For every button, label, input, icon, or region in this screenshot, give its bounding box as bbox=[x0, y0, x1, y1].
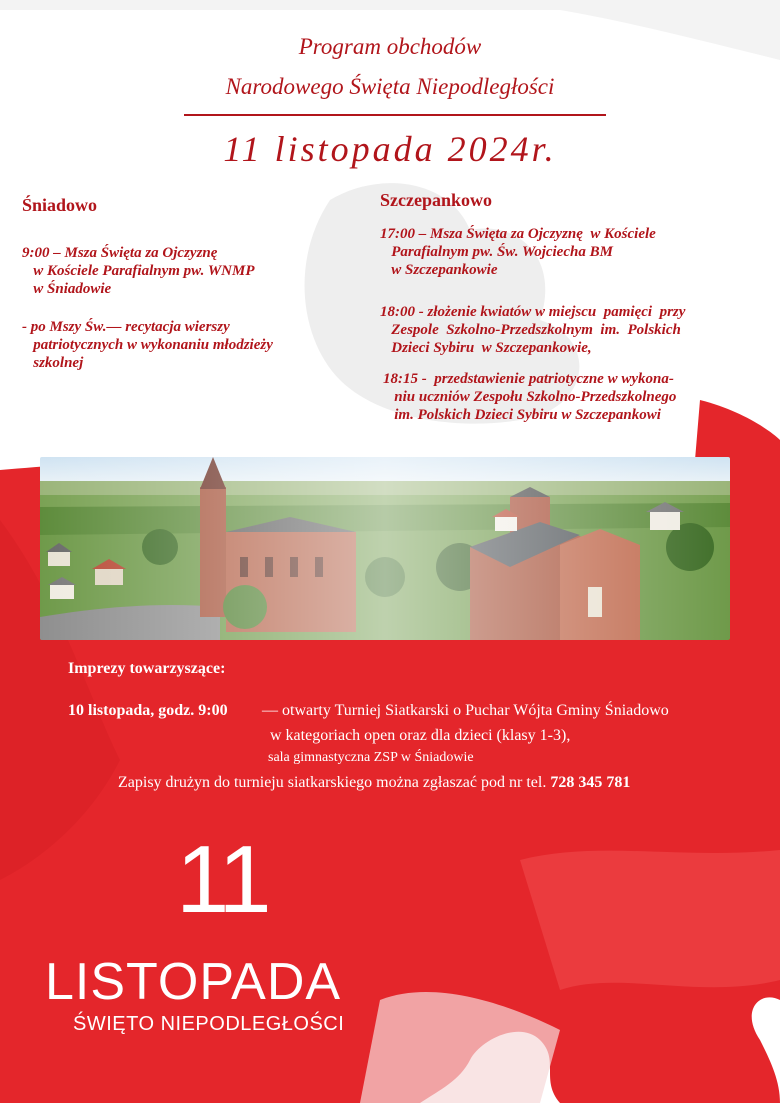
right-schedule-item-3: 18:15 - przedstawienie patriotyczne w wykona- niu uczniów Zespołu Szkolno-Przedszkolnego im. Polskich Dzieci Sybiru w Szczepankowi bbox=[383, 371, 677, 423]
left-column-heading: Śniadowo bbox=[22, 195, 98, 215]
left-schedule-item-2: - po Mszy Św.— recytacja wierszy patriotycznych w wykonaniu młodzieży szkolnej bbox=[22, 319, 273, 371]
program-title: Program obchodów bbox=[298, 34, 482, 59]
event-description-line-1: — otwarty Turniej Siatkarski o Puchar Wójta Gminy Śniadowo bbox=[262, 702, 669, 719]
right-schedule-item-2: 18:00 - złożenie kwiatów w miejscu pamięci przy Zespole Szkolno-Przedszkolnym im. Polskich Dzieci Sybiru w Szczepankowie, bbox=[380, 304, 686, 356]
left-schedule-item-1: 9:00 – Msza Święta za Ojczyznę w Kościele Parafialnym pw. WNMP w Śniadowie bbox=[22, 245, 255, 297]
logo-subtitle: ŚWIĘTO NIEPODLEGŁOŚCI bbox=[73, 1013, 345, 1035]
event-description-line-2: w kategoriach open oraz dla dzieci (klasy 1-3), bbox=[270, 727, 571, 744]
event-description-line-3: sala gimnastyczna ZSP w Śniadowie bbox=[268, 750, 474, 765]
program-subtitle: Narodowego Święta Niepodległości bbox=[225, 74, 555, 99]
right-column-heading: Szczepankowo bbox=[380, 190, 492, 210]
phone-number: 728 345 781 bbox=[550, 774, 631, 791]
churches-photo bbox=[40, 457, 730, 640]
signup-text: Zapisy drużyn do turnieju siatkarskiego można zgłaszać pod nr tel. bbox=[118, 774, 547, 791]
event-date: 11 listopada 2024r. bbox=[223, 129, 557, 169]
signup-info bbox=[118, 774, 630, 792]
logo-number: 11 bbox=[176, 826, 268, 933]
right-schedule-item-1: 17:00 – Msza Święta za Ojczyznę w Kościele Parafialnym pw. Św. Wojciecha BM w Szczepankowie bbox=[380, 226, 656, 278]
events-heading: Imprezy towarzyszące: bbox=[68, 660, 226, 677]
title-divider bbox=[184, 114, 606, 116]
event-date-time: 10 listopada, godz. 9:00 bbox=[68, 702, 228, 719]
logo-month: LISTOPADA bbox=[45, 953, 342, 1011]
